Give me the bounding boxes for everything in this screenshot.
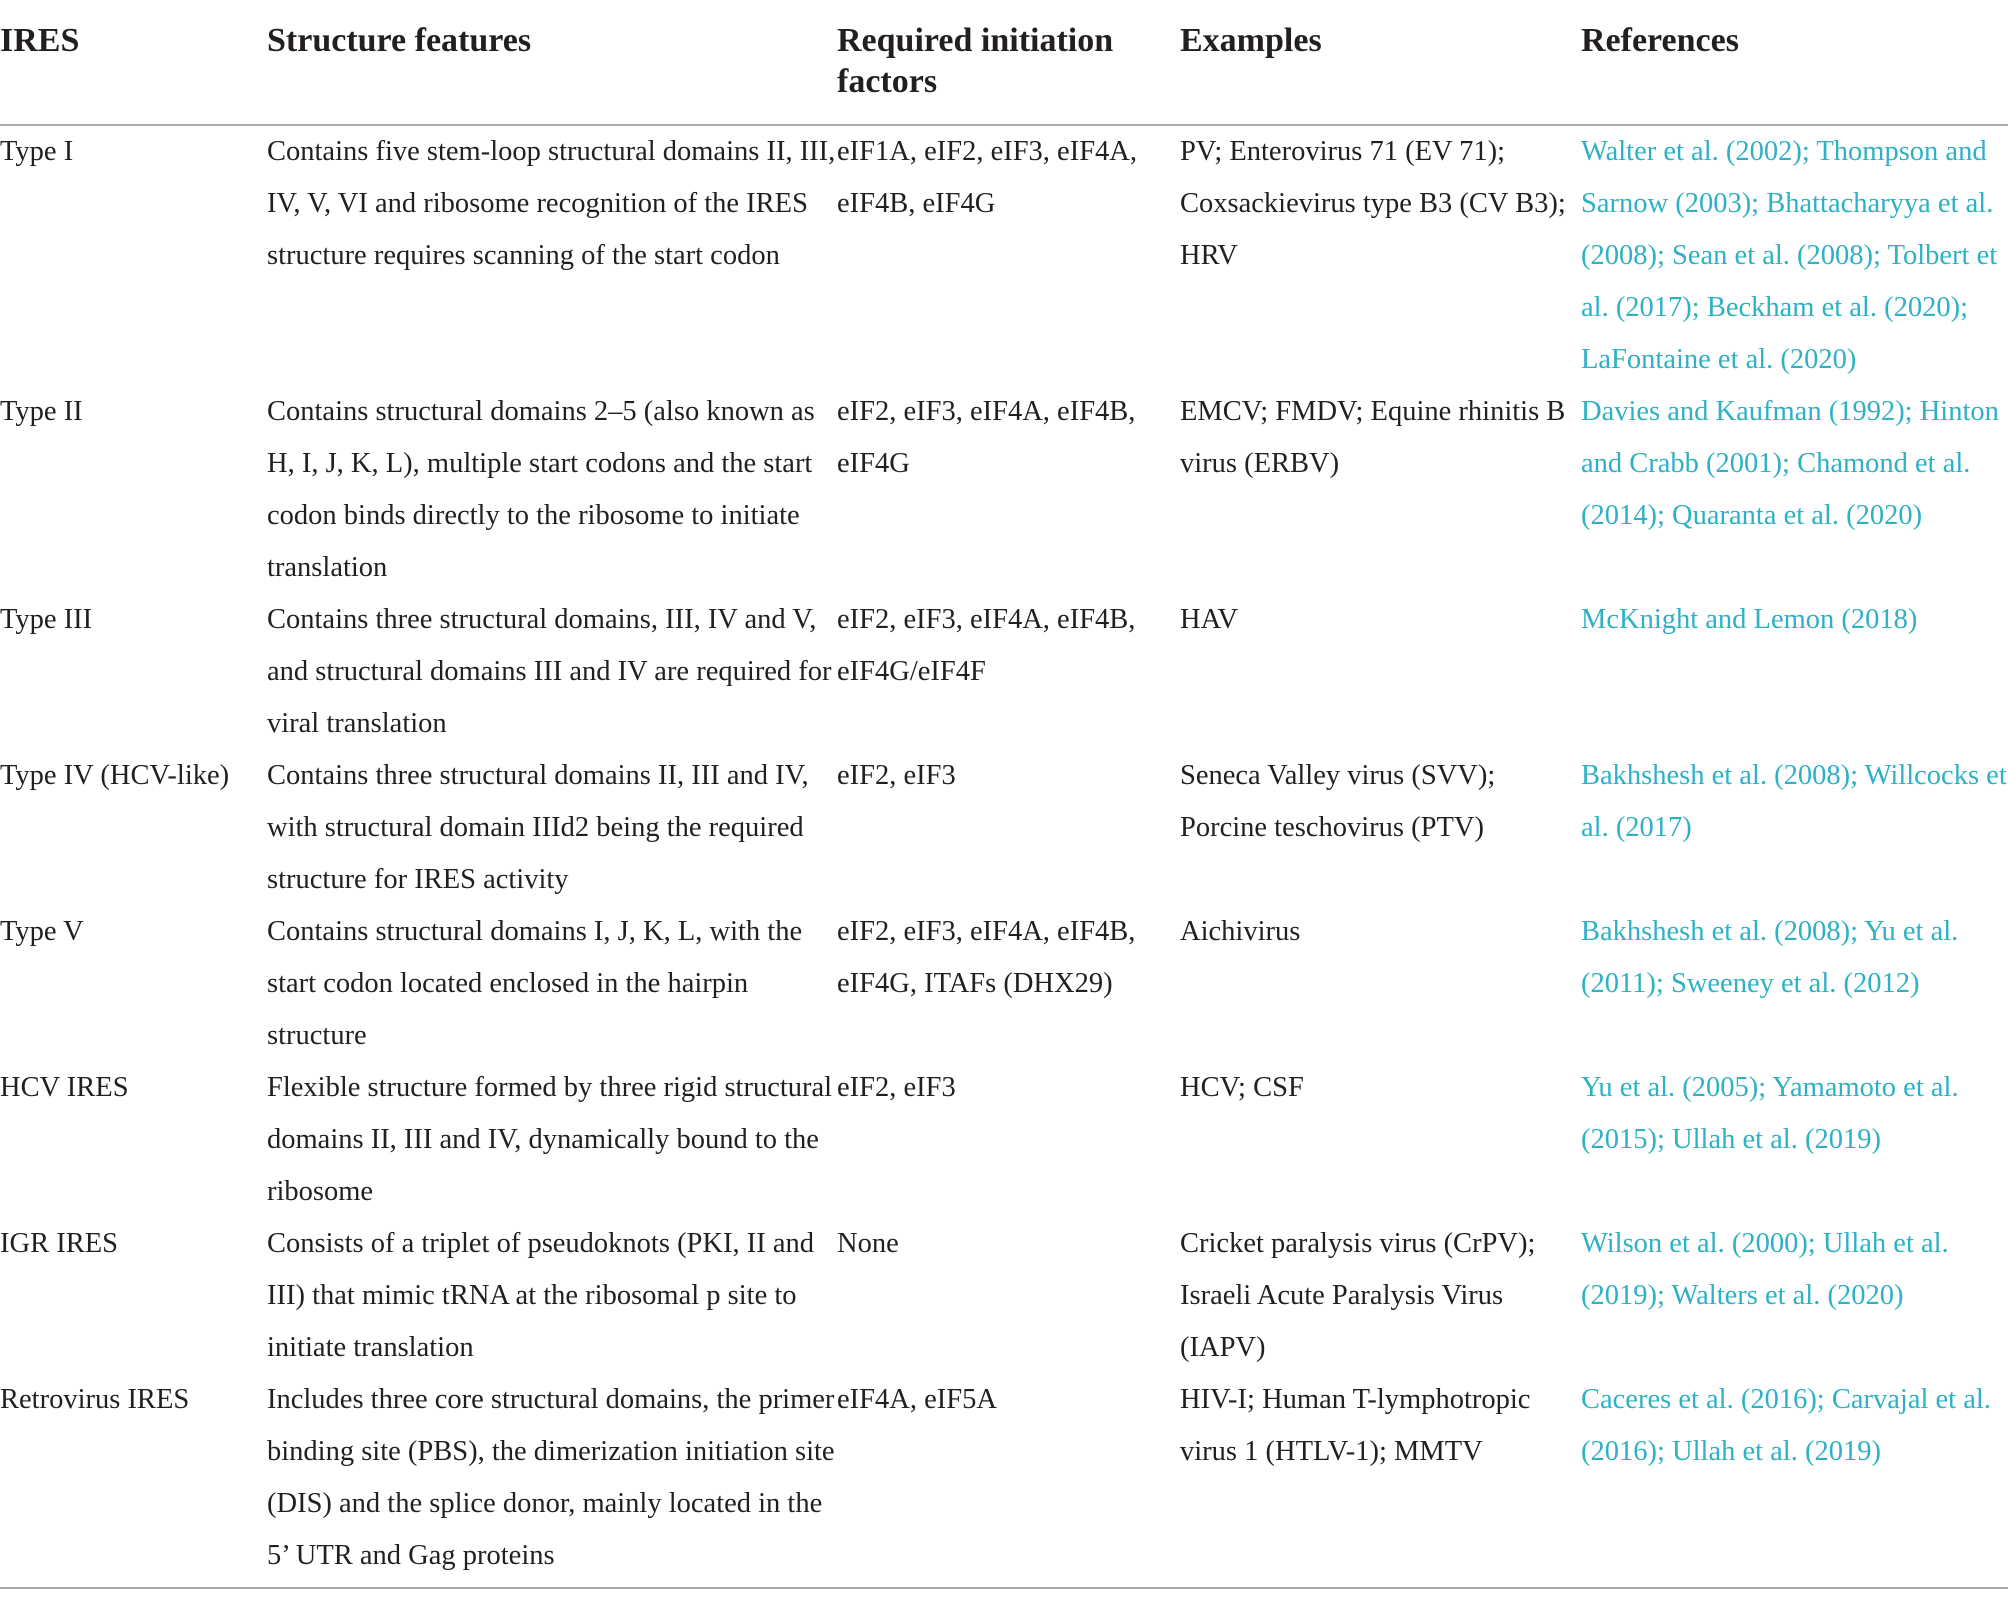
header-required-initiation-factors: Required initiation factors [837,0,1180,125]
cell-ires-type: Retrovirus IRES [0,1374,267,1588]
cell-examples: Cricket paralysis virus (CrPV); Israeli Acute Paralysis Virus (IAPV) [1180,1228,1536,1363]
cell-examples: Aichivirus [1180,916,1301,947]
cell-references-link[interactable]: Walter et al. (2002); Thompson and Sarnow (2003); Bhattacharyya et al. (2008); Sean et al. (2008); Tolbert et al. (2017); Beckham et al. (2020); LaFontaine et al. (2020) [1581,136,1998,375]
cell-structure-features: Flexible structure formed by three rigid structural domains II, III and IV, dynamically bound to the ribosome [267,1072,833,1207]
cell-initiation-factors: eIF2, eIF3 [837,1072,956,1103]
cell-ires-type: Type III [0,604,93,635]
table-row [0,1218,2008,1374]
cell-initiation-factors: eIF1A, eIF2, eIF3, eIF4A, eIF4B, eIF4G [837,136,1138,219]
table-row [0,1062,2008,1218]
cell-references-link[interactable]: McKnight and Lemon (2018) [1581,604,1918,635]
cell-examples: PV; Enterovirus 71 (EV 71); Coxsackievirus type B3 (CV B3); HRV [1180,136,1566,271]
cell-ires-type: Type II [0,396,83,427]
cell-examples: HCV; CSF [1180,1072,1304,1103]
table-row [0,906,2008,1062]
cell-initiation-factors: eIF4A, eIF5A [837,1374,1180,1588]
cell-structure-features: Contains three structural domains, III, IV and V, and structural domains III and IV are required for viral translation [267,604,832,739]
cell-initiation-factors: eIF2, eIF3, eIF4A, eIF4B, eIF4G, ITAFs (DHX29) [837,916,1136,999]
cell-ires-type: Type I [0,136,74,167]
header-structure-features: Structure features [267,0,837,125]
cell-structure-features: Contains five stem-loop structural domains II, III, IV, V, VI and ribosome recognition of the IRES structure requires scanning of the start codon [267,136,836,271]
table-row [0,1374,2008,1588]
cell-references-link[interactable]: Bakhshesh et al. (2008); Yu et al. (2011); Sweeney et al. (2012) [1581,916,1959,999]
cell-ires-type: Type V [0,916,84,947]
cell-initiation-factors: eIF2, eIF3, eIF4A, eIF4B, eIF4G/eIF4F [837,604,1136,687]
header-row [0,0,2008,125]
table-row [0,594,2008,750]
header-ires: IRES [0,0,267,125]
cell-initiation-factors: eIF2, eIF3, eIF4A, eIF4B, eIF4G [837,396,1136,479]
table-row [0,750,2008,906]
table-row [0,125,2008,386]
cell-examples: Seneca Valley virus (SVV); Porcine teschovirus (PTV) [1180,760,1496,843]
table-header [0,0,2008,125]
cell-structure-features: Consists of a triplet of pseudoknots (PKI, II and III) that mimic tRNA at the ribosomal p site to initiate translation [267,1228,814,1363]
table-row [0,386,2008,594]
cell-ires-type: Type IV (HCV-like) [0,760,230,791]
cell-structure-features: Contains structural domains I, J, K, L, with the start codon located enclosed in the hairpin structure [267,916,803,1051]
cell-references-link[interactable]: Wilson et al. (2000); Ullah et al. (2019); Walters et al. (2020) [1581,1228,1949,1311]
cell-examples: EMCV; FMDV; Equine rhinitis B virus (ERBV) [1180,396,1566,479]
cell-examples: HIV-I; Human T-lymphotropic virus 1 (HTLV-1); MMTV [1180,1374,1581,1588]
cell-ires-type: HCV IRES [0,1072,129,1103]
header-references: References [1581,0,2008,125]
cell-structure-features: Contains structural domains 2–5 (also known as H, I, J, K, L), multiple start codons and the start codon binds directly to the ribosome to initiate translation [267,396,815,583]
cell-ires-type: IGR IRES [0,1228,118,1259]
cell-references-link[interactable]: Yu et al. (2005); Yamamoto et al. (2015); Ullah et al. (2019) [1581,1072,1959,1155]
cell-structure-features: Contains three structural domains II, III and IV, with structural domain IIId2 being the required structure for IRES activity [267,760,809,895]
header-examples: Examples [1180,0,1581,125]
cell-references-link[interactable]: Caceres et al. (2016); Carvajal et al. (2016); Ullah et al. (2019) [1581,1374,2008,1588]
cell-references-link[interactable]: Bakhshesh et al. (2008); Willcocks et al. (2017) [1581,760,2007,843]
cell-initiation-factors: None [837,1228,899,1259]
table-body [0,125,2008,1588]
cell-examples: HAV [1180,604,1239,635]
cell-initiation-factors: eIF2, eIF3 [837,760,956,791]
cell-structure-features: Includes three core structural domains, the primer binding site (PBS), the dimerization initiation site (DIS) and the splice donor, mainly located in the 5’ UTR and Gag proteins [267,1374,837,1588]
cell-references-link[interactable]: Davies and Kaufman (1992); Hinton and Crabb (2001); Chamond et al. (2014); Quaranta et al. (2020) [1581,396,1999,531]
